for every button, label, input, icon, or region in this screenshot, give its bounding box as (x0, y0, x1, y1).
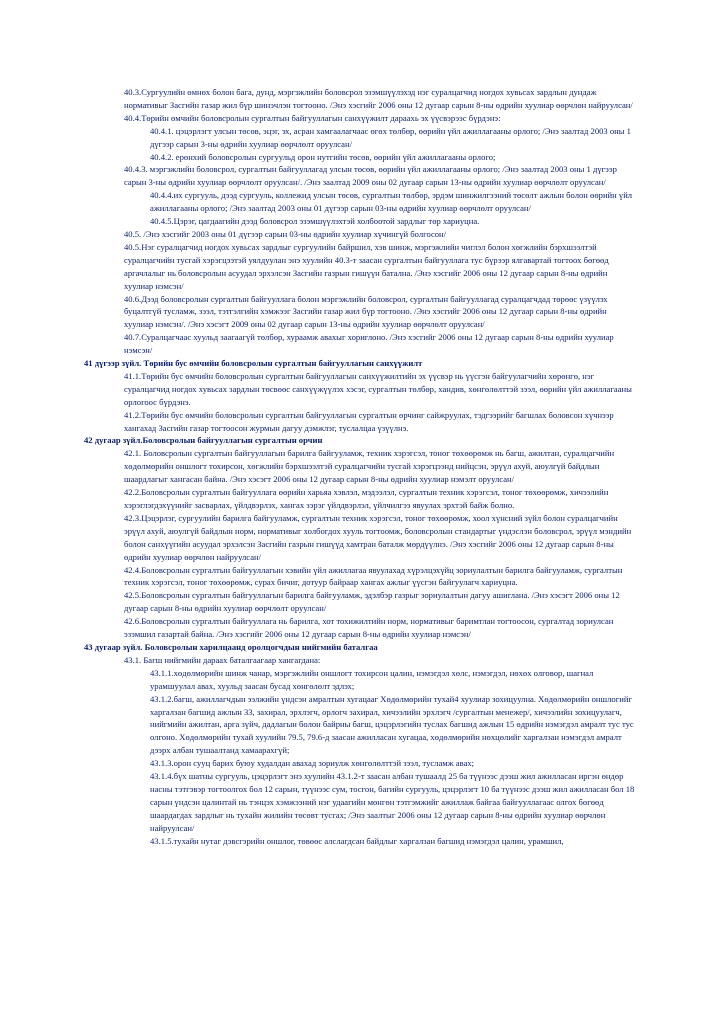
clause-paragraph: 40.3.Сургуулийн өмнөх болон бага, дунд, мэргэжлийн боловсрол эзэмшүүлэхэд нэг суралцагчид ногдох хувьсах зардлын дундаж нормативыг Засгийн газар жил бүр шинэчлэн тогтооно. /Энэ хэсгийг 2006 оны 12 дугаар сарын 8-ны өдрийн хуулиар өөрчлөн найруулсан/ (124, 87, 633, 110)
article-heading: 42 дугаар зүйл.Боловсролын байгууллагын сургалтын орчин (84, 435, 323, 446)
subclause-paragraph: 43.1.2.багш, ажиллагчдын ээлжийн үндсэн амралтын хугацааг Хөдөлмөрийн тухай4 хуулиар зохицуулна. Хөдөлмөрийн оншлогийг харгалзан багшид ажлын 33, захирал, эрхлэгч, орлогч захирал, хичээлийн эрхлэгч /сургалтын менежер/, хичээлийн зохицуулагч, нийгмийн ажилтан, арга зүйч, дадлагын болон байрны багш, цэцэрлэгийн туслах багшид ажлын 15 өдрийн нэмэгдэл амралт тус тус олгоно. Хөдөлмөрийн тухай хуулийн 79.5, 79.6-д заасан ажилласан хугацаа, хөдөлмөрийн нөхцөлийг харгалзан нэмэгдэл амралт дээрх албан тушаалтанд хамаарахгүй; (150, 693, 634, 756)
subclause-paragraph: 43.1.1.хөдөлмөрийн шинж чанар, мэргэжлийн оншлогт тохирсон цалин, нэмэгдэл хөлс, нэмэгдэл, нөхөх олговор, шагнал урамшуулал авах, хуульд заасан бусад хөнгөлөлт эдлэх; (150, 667, 594, 691)
clause-paragraph: 40.6.Дээд боловсролын сургалтын байгууллага болон мэргэжлийн боловсрол, сургалтын байгууллагад суралцагчдад төрөөс үзүүлэх буцалтгүй тусламж, зээл, тэтгэлгийн хэмжээг Засгийн газар жил бүр тогтооно. /Энэ хэсгийг 2006 оны 12 дугаар сарын 8-ны өдрийн хуулиар нэмсэн/. /Энэ хэсэгт 2009 оны 02 дугаар сарын 13-ны өдрийн хуулиар өөрчлөлт оруулсан/ (124, 293, 608, 330)
clause-paragraph: 42.1. Боловсролын сургалтын байгууллагын барилга байгууламж, техник хэрэгсэл, тоног төхөөрөмж нь багш, ажилтан, суралцагчийн хөдөлмөрийн оншлогт тохирсон, хөгжлийн бэрхшээлтэй суралцагчийн тусгай хэрэгцээнд нийцсэн, эрүүл ахуй, аюулгүй байдлын шаардлагыг хангасан байна. /Энэ хэсэгт 2006 оны 12 дугаар сарын 8-ны өдрийн хуулиар нэмэлт оруулсан/ (124, 448, 615, 485)
article-heading: 41 дүгээр зүйл. Төрийн бус өмчийн боловсролын сургалтын байгууллагын санхүүжилт (84, 358, 423, 369)
subclause-paragraph: 40.4.2. ерөнхий боловсролын сургуульд орон нутгийн төсөв, өөрийн үйл ажиллагааны орлого; (150, 151, 496, 162)
clause-paragraph: 40.4.Төрийн өмчийн боловсролын сургалтын байгууллагын санхүүжилт дараахь эх үүсвэрээс бүрдэнэ: (124, 112, 501, 123)
subclause-paragraph: 43.1.5.тухайн нутаг дэвсгэрийн оншлог, төвөөс алслагдсан байдлыг харгалзан багшид нэмэгдэл цалин, урамшил, (150, 835, 564, 846)
subclause-paragraph: 43.1.4.бүх шатны сургууль, цэцэрлэгт энэ хуулийн 43.1.2-т заасан албан тушаалд 25 ба түүнээс дээш жил ажилласан иргэн өндөр насны тэтгэвэр тогтоолгох бол 12 сарын, түүнээс сум, тосгон, багийн сургууль, цэцэрлэгт 10 ба түүнээс дээш жил ажилласан бол 18 сарын үндсэн цалинтай нь тэнцэх хэмжээний нэг удаагийн мөнгөн тэтгэмжийг ажиллаж байгаа байгууллагаас олгох бөгөөд шаардагдах зардлыг нь тухайн жилийн төсөвт тусгах; /Энэ заалтыг 2006 оны 12 дугаар сарын 8-ны өдрийн хуулиар өөрчлөн найруулсан/ (150, 771, 635, 833)
clause-paragraph: 42.2.Боловсролын сургалтын байгууллага өөрийн харьяа хэвлэл, мэдээлэл, сургалтын техник хэрэгсэл, тоног төхөөрөмж, хичээлийн хэрэглэгдэхүүнийг засварлах, үйлдвэрлэх, хангах зэрэг үйлдвэрлэл, үйлчилгээ явуулах эрхтэй байж болно. (124, 487, 609, 510)
clause-paragraph: 40.5. /Энэ хэсгийг 2003 оны 01 дүгээр сарын 03-ны өдрийн хуулиар хүчингүй болгосон/ (124, 228, 447, 239)
subclause-paragraph: 40.4.4.их сургууль, дээд сургууль, коллежид улсын төсөв, сургалтын төлбөр, эрдэм шинжилгээний төсөлт ажлын болон өөрийн үйл ажиллагааны орлого; /Энэ заалтад 2003 оны 01 дүгээр сарын 03-ны өдрийн хуулиар өөрчлөлт оруулсан/ (150, 190, 633, 214)
clause-paragraph: 41.1.Төрийн бус өмчийн боловсролын сургалтын байгууллагын санхүүжилтийн эх үүсвэр нь үүсгэн байгуулагчийн хөрөнгө, нэг суралцагчид ногдох хувьсах зардлын төсвөөс санхүүжүүлэх хэсэг, сургалтын төлбөр, хандив, хөнгөлөлттэй зээл, өөрийн үйл ажиллагааны орлогоос бүрдэнэ. (124, 370, 632, 407)
clause-paragraph: 42.5.Боловсролын сургалтын байгууллагын барилга байгууламж, эдэлбэр газрыг зориулалтын дагуу ашиглана. /Энэ хэсэгт 2006 оны 12 дугаар сарын 8-ны өдрийн хуулиар өөрчлөлт оруулсан/ (124, 590, 620, 614)
clause-paragraph: 43.1. Багш нийгмийн дараах баталгаагаар хангагдана: (124, 654, 321, 665)
clause-paragraph: 40.4.3. мэргэжлийн боловсрол, сургалтын байгууллагад улсын төсөв, өөрийн үйл ажиллагааны орлого; /Энэ заалтад 2003 оны 1 дүгээр сарын 3-ны өдрийн хуулиар өөрчлөлт оруулсан/. /Энэ заалтад 2009 оны 02 дугаар сарын 13-ны өдрийн хуулиар өөрчлөлт оруулсан/ (124, 164, 617, 188)
subclause-paragraph: 43.1.3.орон сууц барих буюу худалдан авахад зориулж хөнгөлөлттэй зээл, тусламж авах; (150, 758, 475, 769)
clause-paragraph: 42.3.Цэцэрлэг, сургуулийн барилга байгууламж, сургалтын техник хэрэгсэл, тоног төхөөрөмж, хоол хүнсний зүйл болон суралцагчийн эрүүл ахуй, аюулгүй байдлын норм, нормативыг холбогдох хууль тогтоомж, боловсролын стандартыг үндэслэн боловсрол, эрүүл мэндийн болон санхүүгийн асуудал эрхэлсэн Засгийн газрын гишүүд хамтран баталж мөрдүүлнэ. /Энэ хэсгийг 2006 оны 12 дугаар сарын 8-ны өдрийн хуулиар өөрчлөн найруулсан/ (124, 512, 632, 562)
clause-paragraph: 40.7.Суралцагчаас хуульд заагаагүй төлбөр, хураамж авахыг хориглоно. /Энэ хэсгийг 2006 оны 12 дугаар сарын 8-ны өдрийн хуулиар нэмсэн/ (124, 332, 614, 356)
document-body (0, 86, 728, 847)
clause-paragraph: 40.5.Нэг суралцагчид ногдох хувьсах зардлыг сургуулийн байршил, хэв шинж, мэргэжлийн чиглэл болон хөгжлийн бэрхшээлтэй суралцагчийн тусгай хэрэгцээтэй уялдуулан энэ хуулийн 40.3-т заасан сургалтын байгууллага тус бүрээр ялгавартай тогтоох бөгөөд аргачлалыг нь боловсролын асуудал эрхэлсэн Засгийн газрын гишүүн батална. /Энэ хэсгийг 2006 оны 12 дугаар сарын 8-ны өдрийн хуулиар нэмсэн/ (124, 241, 609, 291)
subclause-paragraph: 40.4.1. цэцэрлэгт улсын төсөв, эцэг, эх, асран хамгаалагчаас өгөх төлбөр, өөрийн үйл ажиллагааны орлого; /Энэ заалтад 2003 оны 1 дүгээр сарын 3-ны өдрийн хуулиар өөрчлөлт оруулсан/ (150, 125, 631, 149)
article-heading: 43 дугаар зүйл. Боловсролын харилцаанд оролцогчдын нийгмийн баталгаа (84, 641, 378, 652)
clause-paragraph: 42.6.Боловсролын сургалтын байгууллага нь барилга, хот тохижилтийн норм, нормативыг баримтлан тогтоосон, сургалтад зориулсан эзэмшил газартай байна. /Энэ хэсгийг 2006 оны 12 дугаар сарын 8-ны өдрийн хуулиар нэмсэн/ (124, 616, 614, 640)
clause-paragraph: 42.4.Боловсролын сургалтын байгууллагын хэвийн үйл ажиллагаа явуулахад хүрэлцэхүйц зориулалтын барилга байгууламж, сургалтын техник хэрэгсэл, тоног төхөөрөмж, сурах бичиг, дотуур байраар хангах ажлыг үүсгэн байгуулагч хариуцна. (124, 564, 623, 588)
clause-paragraph: 41.2.Төрийн бус өмчийн боловсролын сургалтын байгууллагын сургалтын өрчинг сайжруулах, тэдгээрийг багшлах боловсон хүчнээр хангахад Засгийн газар тогтоосон журмын дагуу дэмжлэг, туслалцаа үзүүлнэ. (124, 409, 614, 433)
subclause-paragraph: 40.4.5.Цэрэг, цагдаагийн дээд боловсрол эзэмшүүлэхтэй холбоотой зардлыг төр хариуцна. (150, 216, 480, 227)
